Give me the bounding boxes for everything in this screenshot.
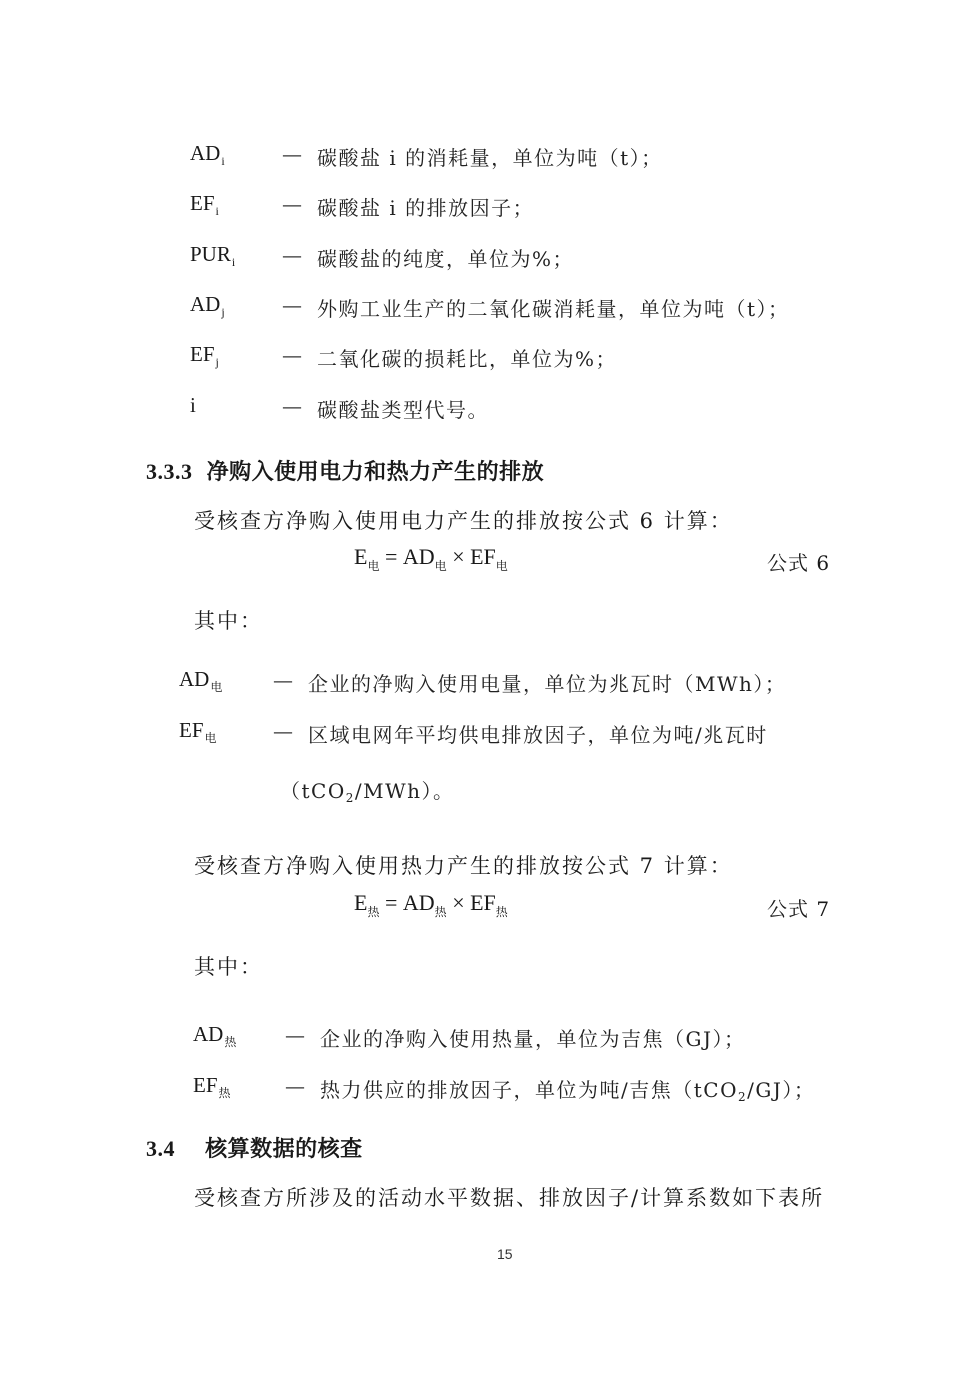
heat-intro: 受核查方净购入使用热力产生的排放按公式 7 计算： [194,854,733,878]
def-description: 区域电网年平均供电排放因子，单位为吨/兆瓦时 [308,723,768,747]
section-number: 3.3.3 [146,459,193,484]
def-dash: — [282,394,302,418]
formula-7-label: 公式 7 [767,897,831,921]
def-description: 外购工业生产的二氧化碳消耗量，单位为吨（t）； [317,297,790,321]
section-heading-3-4 [146,1132,363,1163]
def-symbol: $AD_i$ [190,141,225,168]
section-title: 净购入使用电力和热力产生的排放 [206,459,545,485]
def-description: 碳酸盐的纯度，单位为%； [317,247,575,271]
def-dash: — [282,293,302,317]
def-symbol: $EF_电$ [179,718,217,745]
section-title: 核算数据的核查 [205,1136,363,1162]
def-dash: — [273,668,293,692]
page-number: 15 [497,1246,513,1262]
def-dash: — [282,243,302,267]
electricity-intro: 受核查方净购入使用电力产生的排放按公式 6 计算： [194,509,733,533]
section-heading-3-3-3 [146,455,544,486]
def-description: 二氧化碳的损耗比，单位为%； [317,347,618,371]
def-description: 碳酸盐 i 的消耗量，单位为吨（t）； [317,146,663,170]
def-dash: — [285,1074,305,1098]
def-symbol: $AD_电$ [179,667,223,694]
def-description: 热力供应的排放因子，单位为吨/吉焦（tCO$_2$/GJ）； [320,1078,816,1104]
def-symbol: i [190,393,196,417]
def-dash: — [282,192,302,216]
section-number: 3.4 [146,1136,175,1161]
def-dash: — [285,1023,305,1047]
def-symbol: $AD_j$ [190,292,225,319]
closing-paragraph: 受核查方所涉及的活动水平数据、排放因子/计算系数如下表所 [194,1186,825,1210]
def-description: 碳酸盐 i 的排放因子； [317,196,535,220]
def-description: 企业的净购入使用热量，单位为吉焦（GJ）； [320,1027,746,1051]
def-dash: — [282,343,302,367]
def-symbol: $EF_i$ [190,191,219,218]
formula-6: $E_电 = AD_电 \times EF_电$ [354,544,508,573]
formula-7: $E_热 = AD_热 \times EF_热$ [354,890,508,919]
unit-continuation: （tCO$_2$/MWh）。 [280,779,455,805]
def-symbol: $PUR_i$ [190,242,236,269]
where-label: 其中： [194,609,263,633]
def-symbol: $AD_热$ [193,1022,237,1049]
def-symbol: $EF_热$ [193,1073,231,1100]
def-description: 企业的净购入使用电量，单位为兆瓦时（MWh）； [308,672,787,696]
where-label: 其中： [194,955,263,979]
def-dash: — [273,719,293,743]
def-symbol: $EF_j$ [190,342,219,369]
def-description: 碳酸盐类型代号。 [317,398,489,422]
def-dash: — [282,142,302,166]
formula-6-label: 公式 6 [767,551,831,575]
